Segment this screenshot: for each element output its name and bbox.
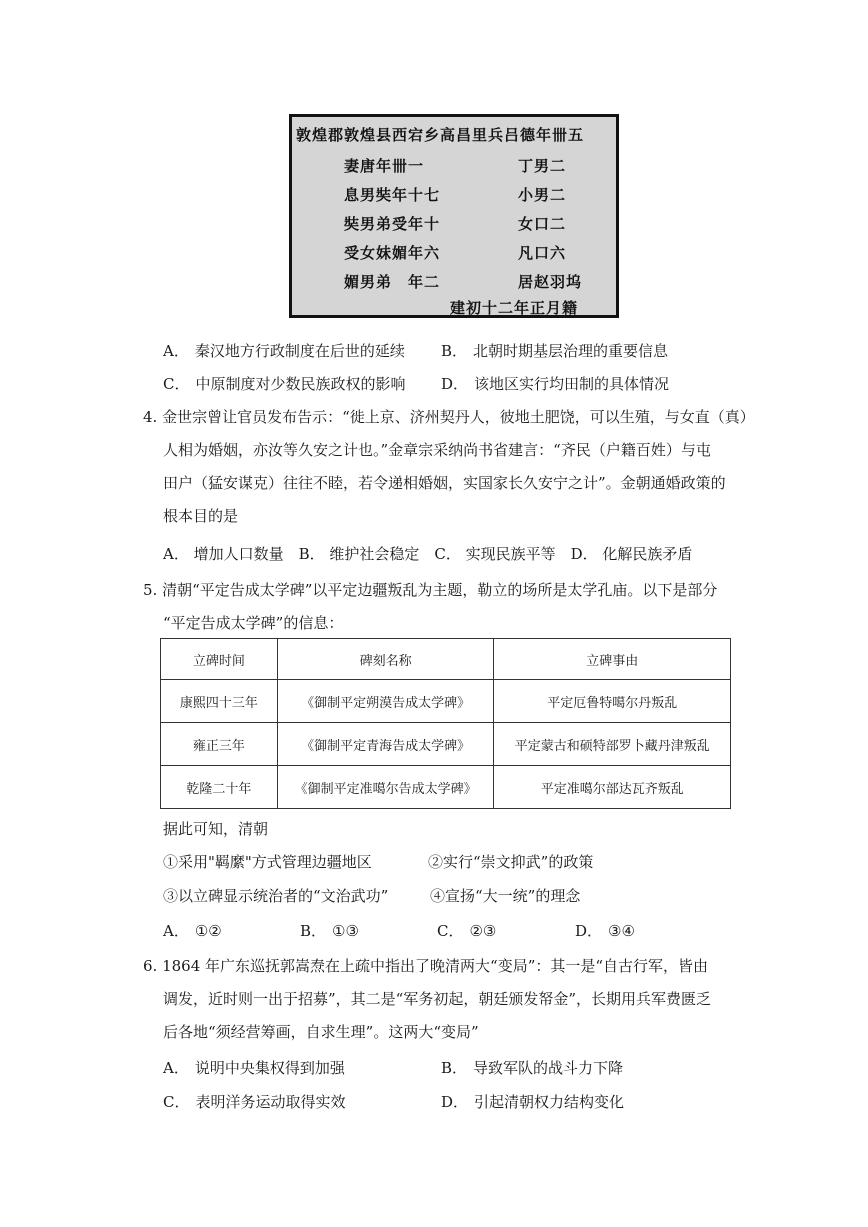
table-header-row — [161, 639, 731, 680]
table-cell: 雍正三年 — [161, 723, 278, 766]
register-cell: 妻唐年卌一 — [344, 157, 425, 175]
q6-option-a: A． 说明中央集权得到加强 — [163, 1059, 345, 1077]
stele-table — [160, 638, 731, 809]
table-cell: 平定蒙古和硕特部罗卜藏丹津叛乱 — [494, 723, 731, 766]
table-header: 立碑事由 — [494, 639, 731, 680]
q5-option-a: A． ①② — [163, 922, 222, 940]
q6-option-d: D． 引起清朝权力结构变化 — [441, 1093, 625, 1111]
q5-statement: ④宣扬“大一统”的理念 — [430, 887, 581, 905]
q6-stem-line: 调发，近时则一出于招募”，其二是“军务初起，朝廷颁发帑金”，长期用兵军费匮乏 — [163, 990, 712, 1008]
q5-option-d: D． ③④ — [575, 922, 635, 940]
table-cell: 《御制平定准噶尔告成太学碑》 — [277, 766, 494, 809]
q6-stem-line: 后各地“须经营筹画，自求生理”。这两大“变局” — [163, 1023, 479, 1041]
q3-option-d: D． 该地区实行均田制的具体情况 — [441, 375, 670, 393]
q4-stem-line: 田户（猛安谋克）往往不睦，若令递相婚姻，实国家长久安宁之计”。金朝通婚政策的 — [163, 474, 726, 492]
register-cell: 女口二 — [518, 215, 567, 233]
q6-option-b: B． 导致军队的战斗力下降 — [441, 1059, 624, 1077]
register-cell: 凡口六 — [518, 244, 567, 262]
register-cell: 受女妹媚年六 — [344, 244, 441, 262]
register-cell: 媚男弟 年二 — [344, 273, 441, 291]
table-header: 立碑时间 — [161, 639, 278, 680]
table-cell: 平定准噶尔部达瓦齐叛乱 — [494, 766, 731, 809]
register-cell: 丁男二 — [518, 157, 567, 175]
register-cell: 居赵羽坞 — [518, 273, 583, 291]
q5-stem-line: 5. 清朝“平定告成太学碑”以平定边疆叛乱为主题，勒立的场所是太学孔庙。以下是部分 — [143, 581, 718, 599]
q5-stem-line: “平定告成太学碑”的信息： — [163, 614, 344, 632]
table-cell: 《御制平定朔漠告成太学碑》 — [277, 680, 494, 723]
register-cell: 小男二 — [518, 186, 567, 204]
q3-option-c: C． 中原制度对少数民族政权的影响 — [163, 375, 406, 393]
household-register-image — [289, 114, 619, 318]
q4-stem-line: 根本目的是 — [163, 507, 239, 525]
register-header: 敦煌郡敦煌县西宕乡高昌里兵吕德年卌五 — [296, 126, 585, 144]
q5-after-text: 据此可知，清朝 — [163, 820, 269, 838]
q5-statement: ②实行“崇文抑武”的政策 — [428, 853, 594, 871]
q5-statement: ①采用"羁縻"方式管理边疆地区 — [163, 853, 372, 871]
table-cell: 平定厄鲁特噶尔丹叛乱 — [494, 680, 731, 723]
q3-option-b: B． 北朝时期基层治理的重要信息 — [441, 342, 669, 360]
q4-stem-line: 4. 金世宗曾让官员发布告示：“徙上京、济州契丹人，彼地土肥饶，可以生殖，与女直（真） — [143, 408, 755, 426]
q4-stem-line: 人相为婚姻，亦汝等久安之计也。”金章宗采纳尚书省建言：“齐民（户籍百姓）与屯 — [163, 441, 711, 459]
q5-statement: ③以立碑显示统治者的“文治武功” — [163, 887, 389, 905]
register-footer: 建初十二年正月籍 — [450, 299, 579, 317]
table-row — [161, 680, 731, 723]
q4-options: A． 增加人口数量 B． 维护社会稳定 C． 实现民族平等 D． 化解民族矛盾 — [163, 545, 693, 563]
table-cell: 《御制平定青海告成太学碑》 — [277, 723, 494, 766]
table-cell: 康熙四十三年 — [161, 680, 278, 723]
q3-option-a: A． 秦汉地方行政制度在后世的延续 — [163, 342, 405, 360]
register-cell: 息男奘年十七 — [344, 186, 441, 204]
q5-option-c: C． ②③ — [437, 922, 497, 940]
q5-option-b: B． ①③ — [300, 922, 359, 940]
table-header: 碑刻名称 — [277, 639, 494, 680]
register-cell: 奘男弟受年十 — [344, 215, 441, 233]
table-cell: 乾隆二十年 — [161, 766, 278, 809]
q6-stem-line: 6. 1864 年广东巡抚郭嵩焘在上疏中指出了晚清两大“变局”：其一是“自古行军，皆由 — [143, 957, 709, 975]
q6-option-c: C． 表明洋务运动取得实效 — [163, 1093, 346, 1111]
table-row — [161, 723, 731, 766]
table-row — [161, 766, 731, 809]
